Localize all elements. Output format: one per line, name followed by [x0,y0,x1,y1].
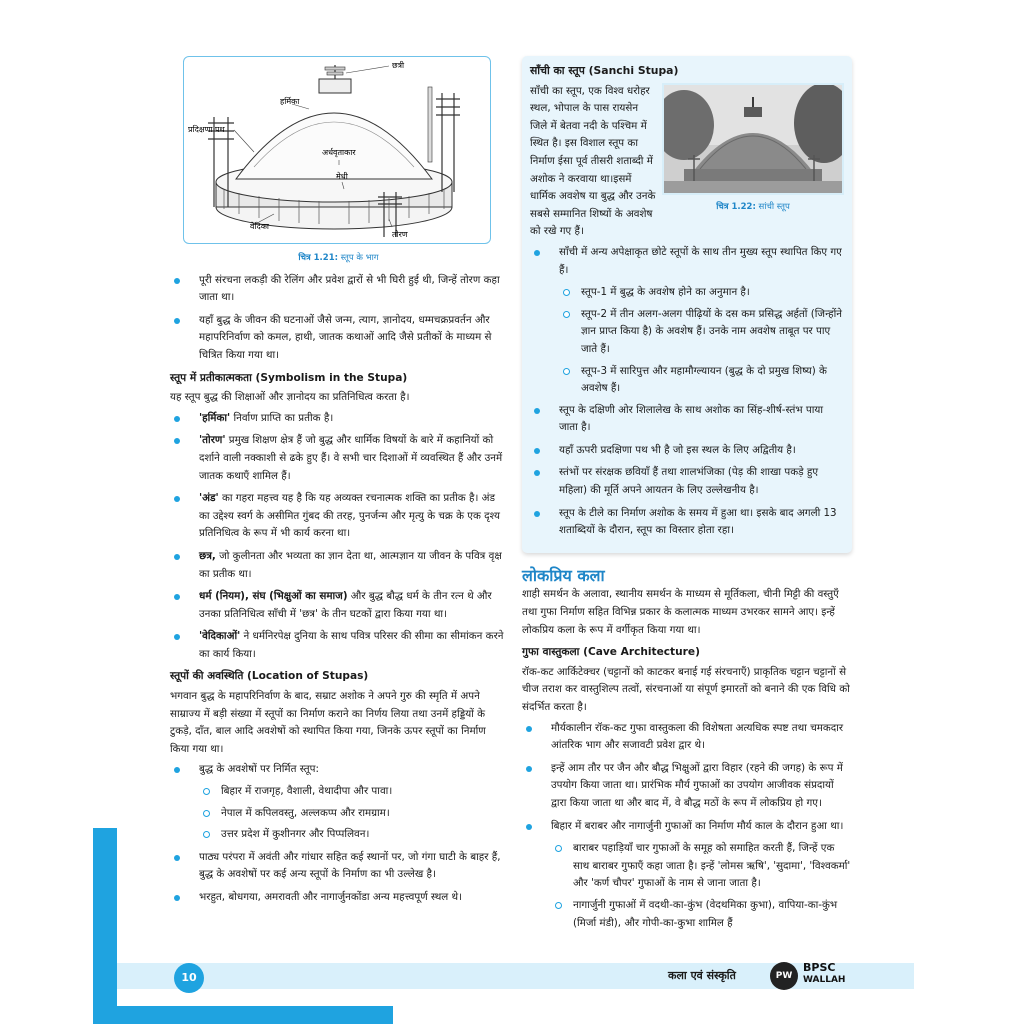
sub-list-item: स्तूप-2 में तीन अलग-अलग पीढ़ियों के दस कम प्रसिद्ध अर्हतों (जिन्होंने ज्ञान प्राप्त किया है) के अवशेष हैं। उनके नाम अवशेष ताबूत पर पाए जाते हैं। [559,306,844,359]
list-item: पूरी संरचना लकड़ी की रेलिंग और प्रवेश द्वारों से भी घिरी हुई थी, जिन्हें तोरण कहा जाता था। [170,272,507,307]
list-item: भरहुत, बोधगया, अमरावती और नागार्जुनकोंडा अन्य महत्त्वपूर्ण स्थल थे। [170,889,507,907]
decorative-side-bar [93,828,117,1024]
label-chhatri: छत्री [392,61,405,70]
label-pradakshina: प्रदिक्षणा पथ [188,125,225,134]
intro-bullets [170,272,507,365]
list-item: साँची में अन्य अपेक्षाकृत छोटे स्तूपों के साथ तीन मुख्य स्तूप स्थापित किए गए हैं। [530,244,844,279]
sub-list-item: बिहार में राजगृह, वैशाली, वेथादीपा और पावा। [199,783,507,801]
decorative-bottom-bar [93,1006,393,1024]
right-column [522,56,852,936]
sub-list-item: स्तूप-3 में सारिपुत्त और महामौग्ल्यायन (बुद्ध के दो प्रमुख शिष्य) के अवशेष हैं। [559,363,844,398]
list-item: छत्र, जो कुलीनता और भव्यता का ज्ञान देता था, आत्मज्ञान या जीवन के पवित्र वृक्ष का प्रतीक था। [170,548,507,583]
sub-list-item: नेपाल में कपिलवस्तु, अल्लकप्प और रामग्राम। [199,805,507,823]
label-medhi: मेधी [336,172,348,181]
symbolism-intro: यह स्तूप बुद्ध की शिक्षाओं और ज्ञानोदय का प्रतिनिधित्व करता है। [170,391,410,404]
list-item: 'हर्मिका' निर्वाण प्राप्ति का प्रतीक है। [170,410,507,428]
pw-logo-icon: PW [770,962,798,990]
list-item: यहाँ बुद्ध के जीवन की घटनाओं जैसे जन्म, त्याग, ज्ञानोदय, धम्मचक्रप्रवर्तन और महापरिनिर्वाण को कमल, हाथी, जातक कथाओं आदि जैसे प्रतीकों के माध्यम से चित्रित किया गया था। [170,312,507,365]
location-heading: स्तूपों की अवस्थिति (Location of Stupas) [170,670,369,683]
list-item: इन्हें आम तौर पर जैन और बौद्ध भिक्षुओं द्वारा विहार (रहने की जगह) के रूप में उपयोग किया जाता था। प्रारंभिक मौर्य गुफाओं का उपयोग आजीवक संप्रदायों द्वारा किया जाता था और बाद में, वे बौद्ध मठों के रूप में लोकप्रिय हो गए। [522,760,852,813]
label-harmika: हर्मिका [280,97,300,106]
list-item: 'तोरण' प्रमुख शिक्षण क्षेत्र हैं जो बुद्ध और धार्मिक विषयों के बारे में कहानियों को दर्शाने वाली नक्काशी से ढके हुए हैं। वे सभी चार दिशाओं में व्यवस्थित हैं और उनमें जातक कथाएँ शामिल हैं। [170,432,507,485]
box-title: साँची का स्तूप (Sanchi Stupa) [530,64,679,77]
sub-list-item: स्तूप-1 में बुद्ध के अवशेष होने का अनुमान है। [559,284,844,302]
page-number: 10 [174,963,204,993]
location-paragraph: भगवान बुद्ध के महापरिनिर्वाण के बाद, सम्राट अशोक ने अपने गुरु की स्मृति में अपने साम्राज्य में बड़ी संख्या में स्तूपों का निर्माण कराने का निर्णय लिया तथा उनमें हड्डियों के टुकड़े, दाँत, बाल आदि अवशेषों को स्थापित किया गया, जिनके ऊपर स्तूपों का निर्माण किया गया था। [170,690,486,755]
list-item: 'अंड' का गहरा महत्त्व यह है कि यह अव्यक्त रचनात्मक शक्ति का प्रतीक है। अंड का उद्देश्य स्वर्ग के असीमित गुंबद की तरह, पुनर्जन्म और मृत्यु के चक्र के एक दृश्य प्रतिनिधित्व के रूप में भी कार्य करना था। [170,490,507,543]
stupa-parts-figure [183,56,491,244]
label-vedika: वेदिका [250,222,269,231]
cave-list [522,720,852,933]
sanchi-stupa-box [522,56,852,553]
list-item: धर्म (नियम), संघ (भिक्षुओं का समाज) और बुद्ध बौद्ध धर्म के तीन रत्न थे और उनका प्रतिनिधित्व साँची में 'छत्र' के तीन घटकों द्वारा किया गया था। [170,588,507,623]
figure-2-caption: चित्र 1.22: सांची स्तूप [716,201,790,212]
box-paragraph: साँची का स्तूप, एक विश्व धरोहर स्थल, भोपाल के पास रायसेन जिले में बेतवा नदी के पश्चिम में स्थित है। इस विशाल स्तूप का निर्माण ईसा पूर्व तीसरी शताब्दी में अशोक ने करवाया था।इसमें धार्मिक अवशेष या बुद्ध और उनके सबसे सम्मानित शिष्यों के अवशेष को रखे गए हैं। [530,84,656,238]
list-item: यहाँ ऊपरी प्रदक्षिणा पथ भी है जो इस स्थल के लिए अद्वितीय है। [530,442,844,460]
sanchi-photo-figure [662,83,844,217]
symbol-list [170,410,507,664]
location-list [170,761,507,906]
sub-list-item: बाराबर पहाड़ियाँ चार गुफाओं के समूह को समाहित करती हैं, जिन्हें एक साथ बाराबर गुफाएँ कहा जाता है। इन्हें 'लोमस ऋषि', 'सुदामा', 'विश्वकर्मा' और 'कर्ण चौपर' गुफाओं के नाम से जाना जाता है। [551,840,852,893]
list-item: बुद्ध के अवशेषों पर निर्मित स्तूप: बिहार में राजगृह, वैशाली, वेथादीपा और पावा। नेपाल में कपिलवस्तु, अल्लकप्प और रामग्राम। उत्तर प्रदेश में कुशीनगर और पिप्पलिवन। [170,761,507,843]
sub-list-item: उत्तर प्रदेश में कुशीनगर और पिप्पलिवन। [199,826,507,844]
label-ardhvritakar: अर्धवृताकार [322,148,356,157]
list-item: स्तंभों पर संरक्षक छवियाँ हैं तथा शालभंजिका (पेड़ की शाखा पकड़े हुए महिला) की मूर्ति अपने आयतन के लिए उल्लेखनीय है। [530,464,844,499]
symbolism-heading: स्तूप में प्रतीकात्मकता (Symbolism in the Stupa) [170,371,408,384]
brand-logo-text: BPSC WALLAH [803,961,846,985]
popular-art-paragraph: शाही समर्थन के अलावा, स्थानीय समर्थन के माध्यम से मूर्तिकला, चीनी मिट्टी की वस्तुएँ तथा गुफा निर्माण सहित विभिन्न प्रकार के कलात्मक माध्यम उभरकर सामने आए। इन्हें लोकप्रिय कला के रूप में वर्गीकृत किया गया था। [522,588,839,636]
list-item: स्तूप के टीले का निर्माण अशोक के समय में हुआ था। इसके बाद अगली 13 शताब्दियों के दौरान, स्तूप का विस्तार होता रहा। [530,505,844,540]
list-item: पाठ्य परंपरा में अवंती और गांधार सहित कई स्थानों पर, जो गंगा घाटी के बाहर हैं, बुद्ध के अवशेषों पर कई अन्य स्तूपों के निर्माण का भी उल्लेख है। [170,849,507,884]
list-item: मौर्यकालीन रॉक-कट गुफा वास्तुकला की विशेषता अत्यधिक स्पष्ट तथा चमकदार आंतरिक भाग और सजावटी प्रवेश द्वार थे। [522,720,852,755]
figure-1-caption: चित्र 1.21: स्तूप के भाग [298,253,379,263]
cave-paragraph: रॉक-कट आर्किटेक्चर (चट्टानों को काटकर बनाई गई संरचनाएँ) प्राकृतिक चट्टान चट्टानों से चीज तराश कर वास्तुशिल्प तत्वों, संरचनाओं या संपूर्ण इमारतों को बनाने की एक विधि को संदर्भित करता है। [522,665,850,713]
list-item: बिहार में बराबर और नागार्जुनी गुफाओं का निर्माण मौर्य काल के दौरान हुआ था। [522,818,852,836]
popular-art-title: लोकप्रिय कला [522,565,605,585]
cave-heading: गुफा वास्तुकला (Cave Architecture) [522,646,700,659]
book-title: कला एवं संस्कृति [668,969,736,982]
list-item: 'वेदिकाओं' ने धर्मनिरपेक्ष दुनिया के साथ पवित्र परिसर की सीमा का सीमांकन करने का कार्य किया। [170,628,507,663]
left-column [170,56,507,912]
box-list [530,244,844,540]
list-item: स्तूप के दक्षिणी ओर शिलालेख के साथ अशोक का सिंह-शीर्ष-स्तंभ पाया जाता है। [530,402,844,437]
sanchi-stupa-photo [662,83,844,195]
stupa-diagram [184,57,490,243]
label-torana: तोरण [392,230,408,239]
sub-list-item: नागार्जुनी गुफाओं में वदथी-का-कुंभ (वेदथमिका कुभा), वापिया-का-कुंभ (मिर्जा मंडी), और गोपी-का-कुभा शामिल हैं [551,897,852,932]
